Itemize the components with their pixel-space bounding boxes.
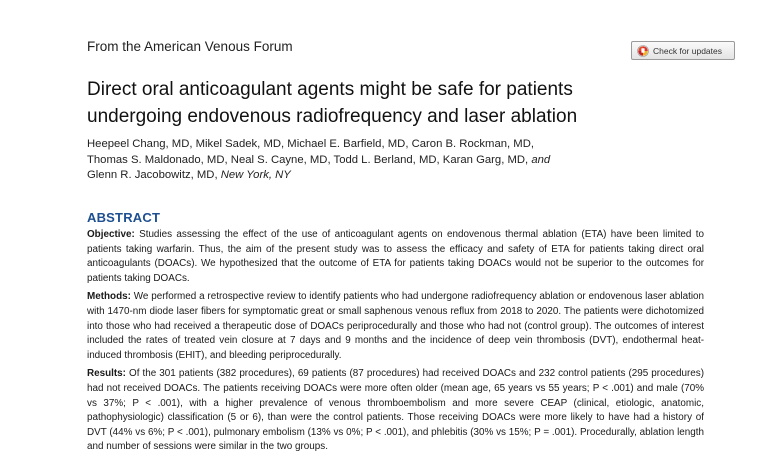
methods-label: Methods:	[87, 291, 131, 303]
abstract-results	[87, 367, 704, 455]
authors-line-3	[87, 168, 707, 184]
author-list	[87, 137, 707, 184]
abstract-heading: ABSTRACT	[87, 210, 161, 225]
title-line-1: Direct oral anticoagulant agents might be safe for patients	[87, 79, 573, 100]
authors-line-2	[87, 153, 707, 169]
article-title	[87, 76, 707, 130]
results-text: Of the 301 patients (382 procedures), 69 patients (87 procedures) had received DOACs and 232 control patients (295 procedures) had not received DOACs. The patients receiving DOACs were more often older (mean age, 65 years vs 55 years; P < .001) and male (70% vs 37%; P < .001), with a higher prevalence of venous thromboembolism and more severe CEAP (clinical, etiologic, anatomic, pathophysiologic) classification (5 or 6), than were the control patients. Those receiving DOACs were more likely to have had a history of DVT (44% vs 6%; P < .001), pulmonary embolism (13% vs 0%; P < .001), and phlebitis (30% vs 15%; P = .001). Procedurally, ablation length and number of sessions were similar in the two groups.	[87, 368, 704, 453]
author-location: New York, NY	[220, 169, 291, 181]
abstract-objective	[87, 228, 704, 286]
methods-text: We performed a retrospective review to identify patients who had undergone radiofrequency ablation or endovenous laser ablation with 1470-nm diode laser fibers for symptomatic great or small saphenous venous reflux from 2018 to 2020. The patients were dichotomized into those who had received a therapeutic dose of DOACs periprocedurally and those who had not (control group). The outcomes of interest included the rates of treated vein closure at 7 days and 9 months and the incidence of deep vein thrombosis (DVT), endothermal heat-induced thrombosis (EHIT), and bleeding periprocedurally.	[87, 291, 704, 361]
journal-section-label: From the American Venous Forum	[87, 39, 293, 54]
authors-line-3-names: Glenn R. Jacobowitz, MD,	[87, 169, 218, 181]
abstract-methods	[87, 290, 704, 363]
authors-and: and	[531, 153, 551, 166]
title-line-2: undergoing endovenous radiofrequency and laser ablation	[87, 106, 578, 127]
check-for-updates-label: Check for updates	[653, 45, 722, 56]
check-for-updates-icon	[637, 45, 649, 57]
objective-label: Objective:	[87, 229, 135, 240]
objective-text: Studies assessing the effect of the use of anticoagulant agents on endovenous thermal ablation (ETA) have been limited to patients taking warfarin. Thus, the aim of the present study was to assess the efficacy and safety of ETA for patients taking direct oral anticoagulants (DOACs). We hypothesized that the outcome of ETA for patients taking DOACs would not be superior to the outcomes for patients taking DOACs.	[87, 229, 705, 284]
results-label: Results:	[87, 368, 126, 380]
authors-line-2-names: Thomas S. Maldonado, MD, Neal S. Cayne, MD, Todd L. Berland, MD, Karan Garg, MD,	[87, 153, 529, 166]
check-for-updates-button[interactable]	[631, 41, 735, 60]
authors-line-1: Heepeel Chang, MD, Mikel Sadek, MD, Michael E. Barfield, MD, Caron B. Rockman, MD,	[87, 138, 535, 150]
abstract-body	[87, 228, 704, 459]
